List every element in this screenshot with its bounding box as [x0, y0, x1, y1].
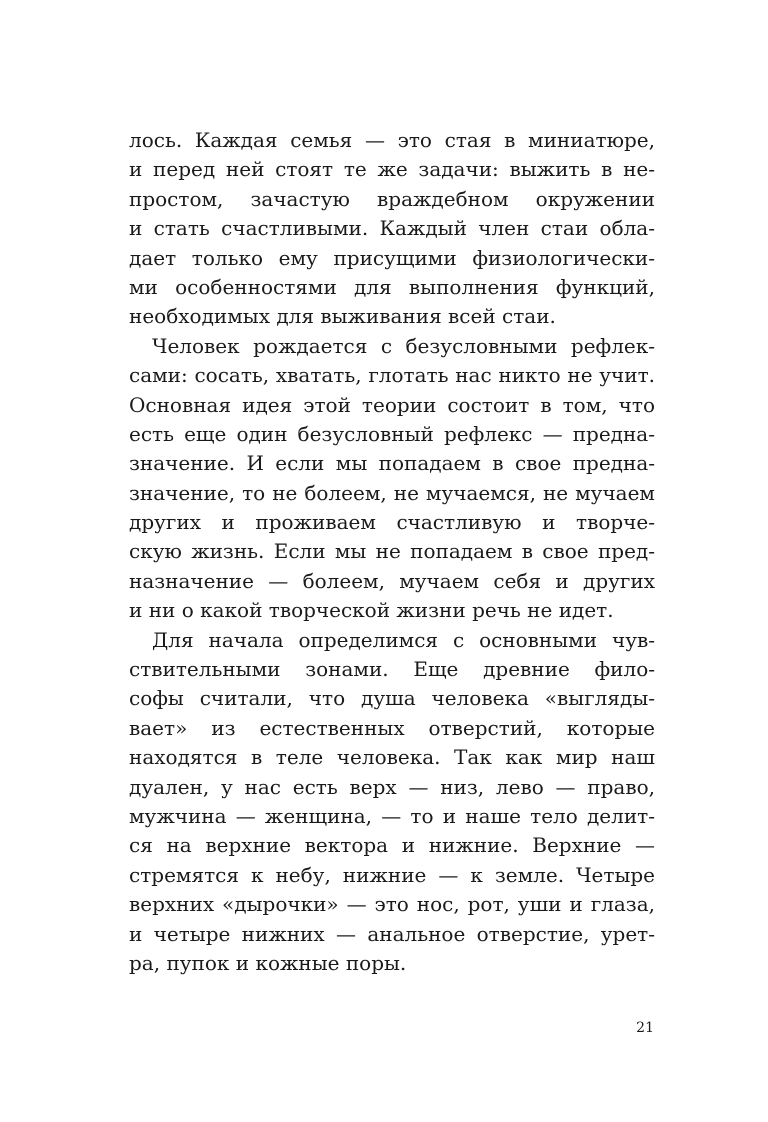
text-line: лось. Каждая семья — это стая в миниатюре,	[129, 128, 655, 152]
text-line: есть еще один безусловный рефлекс — предна-	[129, 421, 655, 446]
text-line: Человек рождается с безусловными рефлек-	[152, 333, 655, 358]
text-line: верхних «дырочки» — это нос, рот, уши и глаза,	[129, 892, 655, 917]
paragraph-2	[129, 332, 655, 626]
text-line: и четыре нижних — анальное отверстие, урет-	[129, 921, 655, 946]
text-line: значение, то не болеем, не мучаемся, не мучаем	[129, 480, 655, 505]
text-line: Основная идея этой теории состоит в том, что	[129, 392, 655, 417]
text-line: простом, зачастую враждебном окружении	[129, 186, 655, 211]
text-line: необходимых для выживания всей стаи.	[129, 304, 556, 329]
text-line: стремятся к небу, нижние — к земле. Четыре	[129, 862, 655, 887]
text-line: ра, пупок и кожные поры.	[129, 950, 407, 975]
text-line: и ни о какой творческой жизни речь не идет.	[129, 598, 614, 623]
text-line: скую жизнь. Если мы не попадаем в свое пред-	[129, 539, 655, 564]
text-line: дает только ему присущими физиологически-	[129, 245, 655, 270]
text-line: находятся в теле человека. Так как мир наш	[129, 745, 655, 770]
text-line: и стать счастливыми. Каждый член стаи обла-	[129, 216, 655, 241]
text-line: мужчина — женщина, — то и наше тело делит-	[129, 803, 655, 828]
paragraph-1	[129, 126, 655, 332]
text-line: ся на верхние вектора и нижние. Верхние —	[129, 833, 655, 858]
text-line: дуален, у нас есть верх — низ, лево — право,	[129, 774, 655, 799]
text-line: вает» из естественных отверстий, которые	[129, 715, 655, 740]
paragraph-3	[129, 626, 655, 979]
text-line: назначение — болеем, мучаем себя и других	[129, 568, 655, 593]
text-line: других и проживаем счастливую и творче-	[129, 510, 655, 535]
text-line: софы считали, что душа человека «выгляды-	[129, 686, 655, 711]
text-line: и перед ней стоят те же задачи: выжить в не-	[129, 157, 655, 182]
page-number: 21	[636, 1020, 654, 1036]
text-line: Для начала определимся с основными чув-	[152, 627, 655, 652]
text-line: ми особенностями для выполнения функций,	[129, 274, 655, 299]
text-line: ствительными зонами. Еще древние фило-	[129, 657, 655, 682]
text-line: значение. И если мы попадаем в свое предна-	[129, 451, 655, 476]
body-text	[129, 126, 655, 978]
text-line: сами: сосать, хватать, глотать нас никто не учит.	[129, 363, 655, 388]
